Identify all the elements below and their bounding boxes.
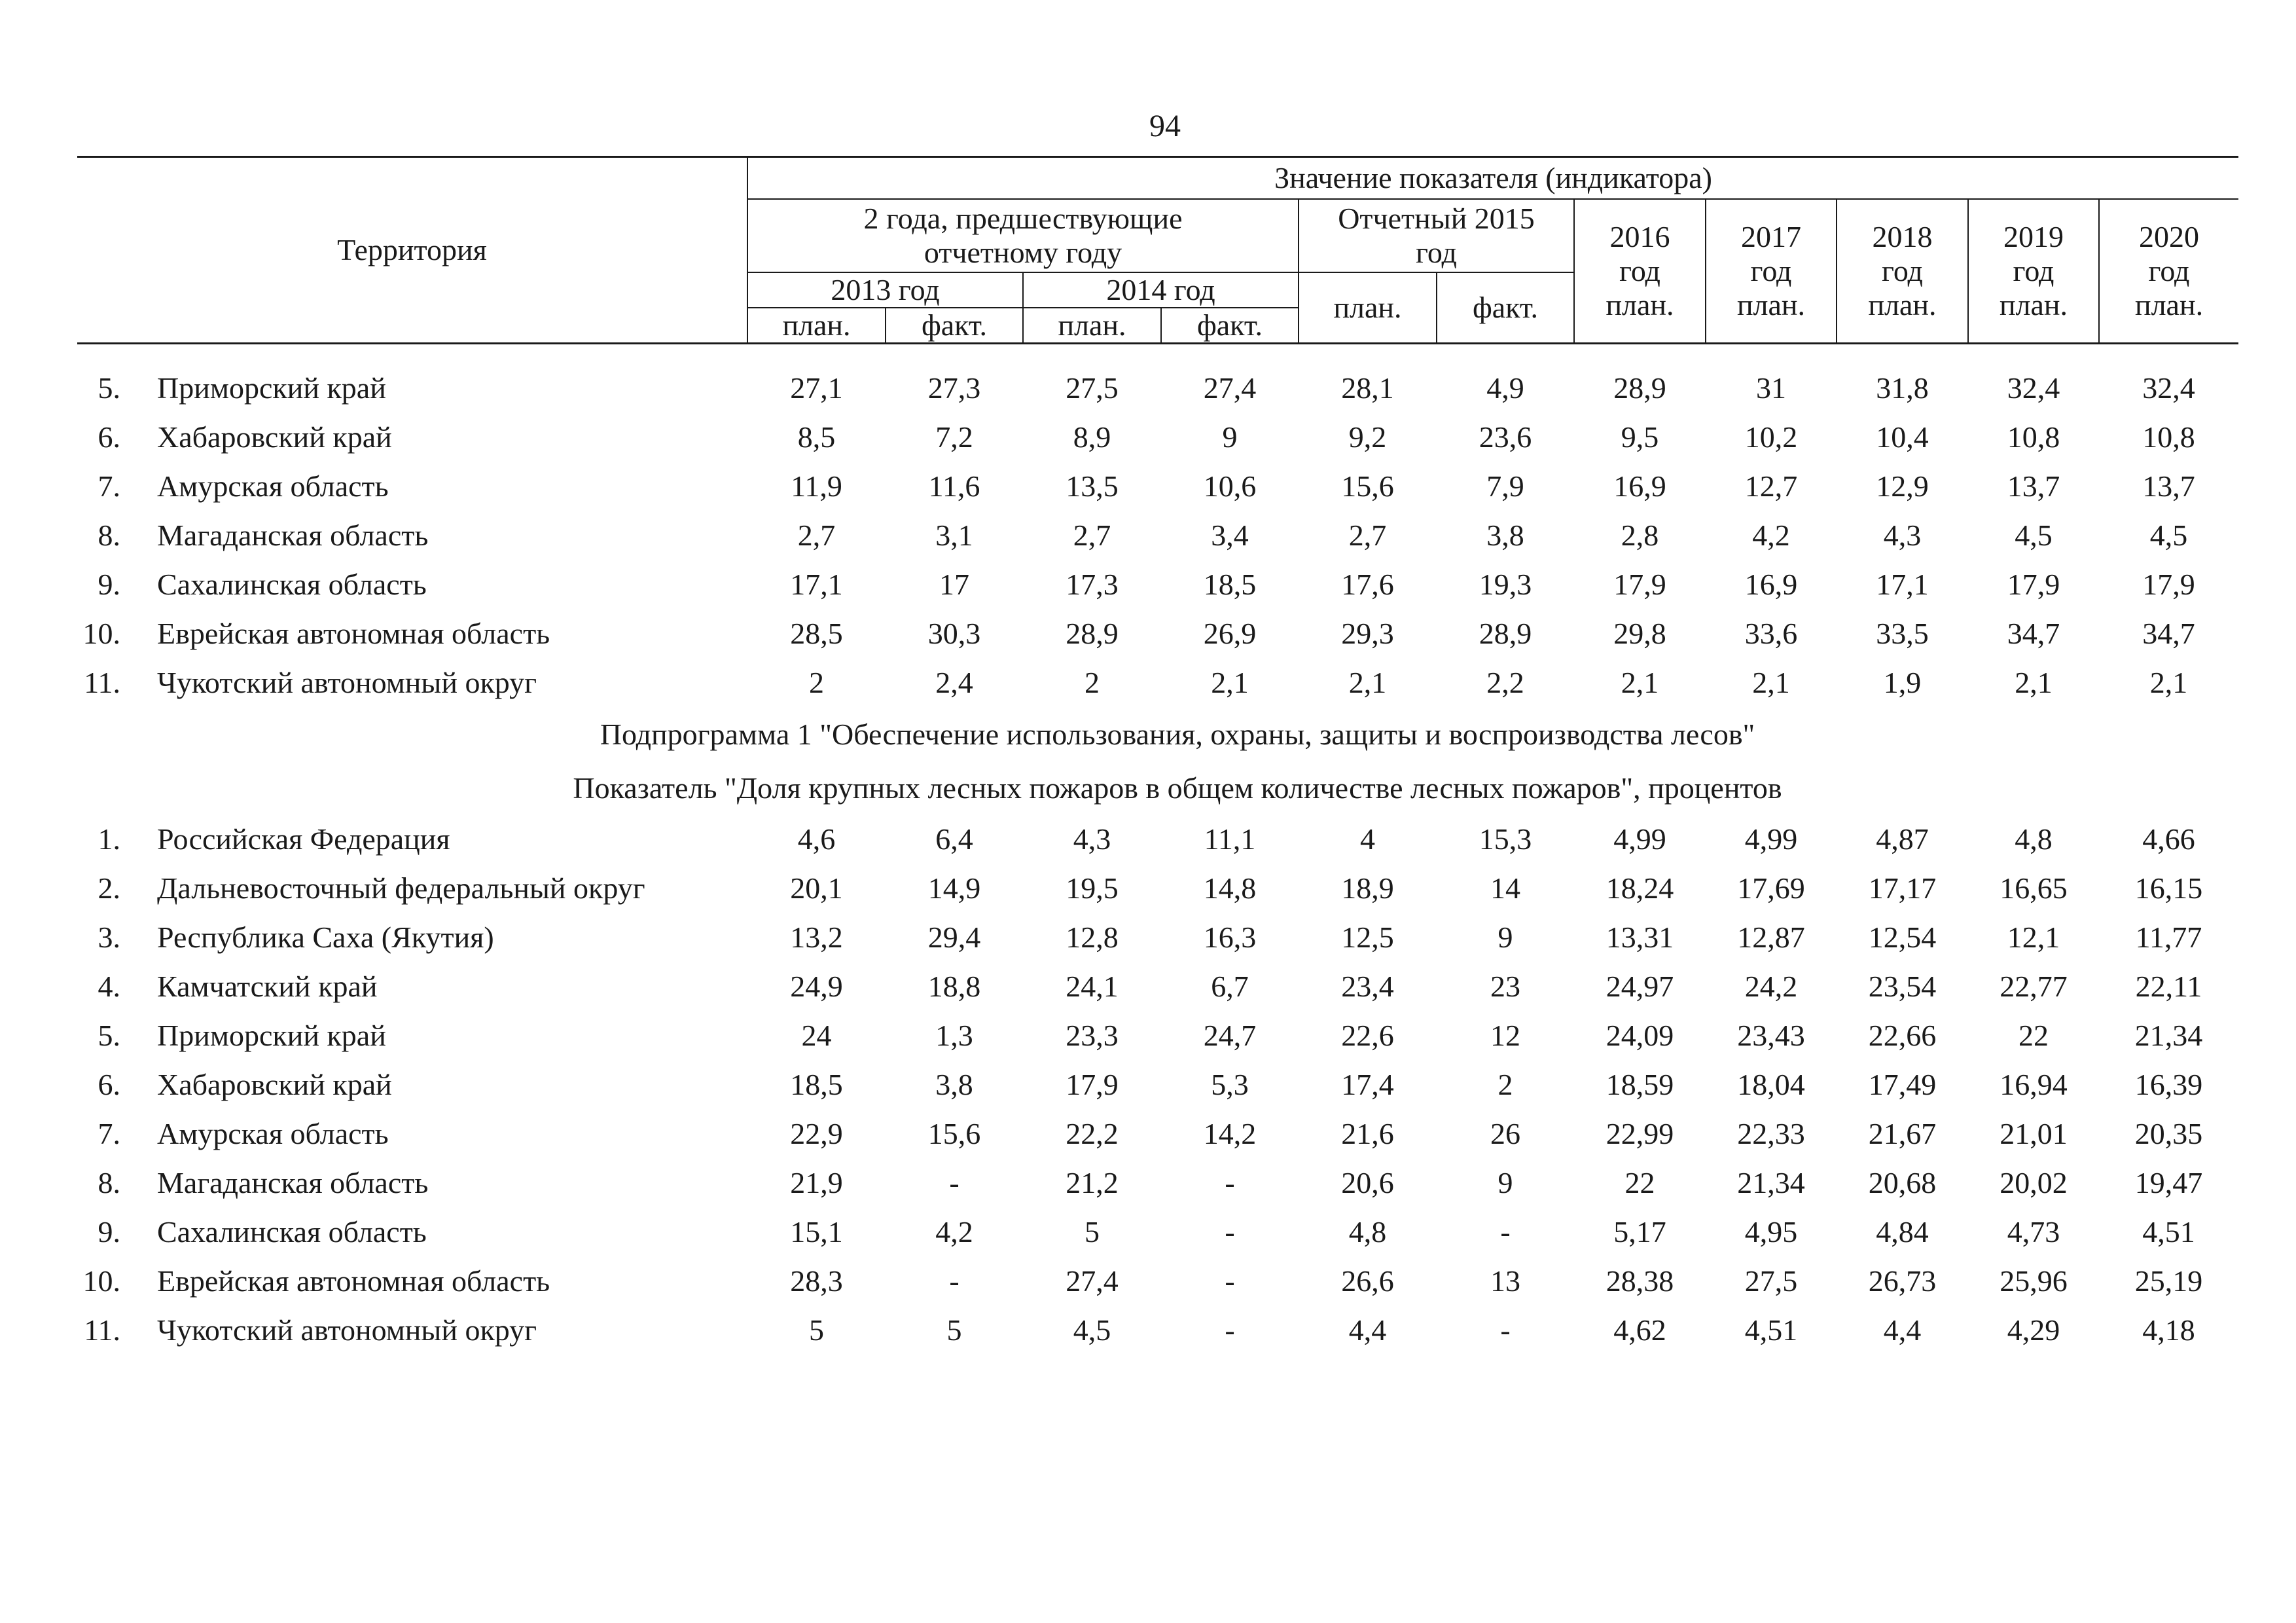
value-cell: 23,3	[1066, 1019, 1119, 1052]
value-cell: 24,7	[1203, 1019, 1257, 1052]
header-2014-fact: факт.	[1161, 308, 1299, 344]
value-cell: -	[1500, 1215, 1511, 1249]
value-cell: 16,94	[2000, 1068, 2068, 1101]
value-cell: 25,96	[2000, 1264, 2068, 1298]
value-cell: 4,6	[797, 822, 836, 856]
value-cell: 12,1	[2007, 921, 2060, 954]
value-cell: 12,8	[1066, 921, 1119, 954]
value-cell: -	[949, 1264, 960, 1298]
value-cell: 10,6	[1203, 469, 1257, 503]
value-cell: 17,17	[1868, 871, 1937, 905]
value-cell: 26	[1490, 1117, 1520, 1150]
value-cell: 18,8	[927, 970, 981, 1003]
value-cell: 11,1	[1204, 822, 1256, 856]
table-row	[77, 560, 2238, 610]
value-cell: 2,7	[1073, 519, 1111, 552]
value-cell: 14	[1490, 871, 1520, 905]
value-cell: 12,7	[1744, 469, 1798, 503]
value-cell: 9,2	[1348, 420, 1387, 454]
value-cell: 12,5	[1341, 921, 1394, 954]
value-cell: 27,4	[1203, 371, 1257, 405]
value-cell: 23,43	[1737, 1019, 1805, 1052]
value-cell: 22,9	[790, 1117, 843, 1150]
value-cell: 3,8	[935, 1068, 973, 1101]
row-number: 9.	[98, 1215, 120, 1249]
value-cell: 22,6	[1341, 1019, 1394, 1052]
header-report-line1: Отчетный 2015	[1338, 201, 1535, 235]
row-number: 9.	[98, 568, 120, 601]
value-cell: 22,77	[2000, 970, 2068, 1003]
value-cell: 4,2	[935, 1215, 973, 1249]
value-cell: 27,4	[1066, 1264, 1119, 1298]
value-cell: 22,33	[1737, 1117, 1805, 1150]
territory-name: Еврейская автономная область	[157, 617, 550, 650]
value-cell: 4,18	[2142, 1313, 2195, 1347]
value-cell: 22,2	[1066, 1117, 1119, 1150]
header-year-2018: 2018 год план.	[1837, 199, 1968, 344]
value-cell: 11,77	[2135, 921, 2202, 954]
value-cell: 28,5	[790, 617, 843, 650]
value-cell: 4,95	[1744, 1215, 1798, 1249]
page-number: 94	[1149, 109, 1181, 143]
value-cell: 8,9	[1073, 420, 1111, 454]
value-cell: 2,7	[797, 519, 836, 552]
value-cell: 24	[801, 1019, 832, 1052]
value-cell: 12	[1490, 1019, 1520, 1052]
value-cell: -	[949, 1166, 960, 1199]
value-cell: 18,5	[790, 1068, 843, 1101]
value-cell: 16,39	[2134, 1068, 2203, 1101]
territory-name: Республика Саха (Якутия)	[157, 921, 494, 954]
row-number: 7.	[98, 1117, 120, 1150]
row-number: 6.	[98, 1068, 120, 1101]
value-cell: 18,5	[1203, 568, 1257, 601]
value-cell: 4,99	[1613, 822, 1666, 856]
value-cell: 18,24	[1605, 871, 1674, 905]
table-row	[77, 659, 2238, 708]
value-cell: -	[1225, 1264, 1235, 1298]
value-cell: -	[1225, 1166, 1235, 1199]
header-two-years-prior	[747, 199, 1299, 272]
table-row	[77, 413, 2238, 462]
row-number: 3.	[98, 921, 120, 954]
value-cell: 4,4	[1883, 1313, 1922, 1347]
table-row	[77, 1306, 2238, 1355]
value-cell: 22,66	[1868, 1019, 1937, 1052]
value-cell: -	[1225, 1215, 1235, 1249]
value-cell: 17,6	[1341, 568, 1394, 601]
table-row	[77, 1061, 2238, 1110]
row-number: 5.	[98, 1019, 120, 1052]
table-header	[77, 157, 2238, 344]
table-row	[77, 962, 2238, 1012]
value-cell: 4,51	[2142, 1215, 2195, 1249]
header-year-2016: 2016 год план.	[1574, 199, 1706, 344]
territory-name: Приморский край	[157, 371, 386, 405]
value-cell: 22	[1624, 1166, 1655, 1199]
value-cell: 4,84	[1876, 1215, 1929, 1249]
indicator-table-container	[77, 156, 2238, 1355]
value-cell: 4,51	[1744, 1313, 1798, 1347]
value-cell: 17,9	[2007, 568, 2060, 601]
header-year-2013: 2013 год	[747, 272, 1023, 308]
row-number: 7.	[98, 469, 120, 503]
value-cell: 16,15	[2134, 871, 2203, 905]
territory-name: Приморский край	[157, 1019, 386, 1052]
value-cell: 5	[946, 1313, 962, 1347]
value-cell: 28,9	[1066, 617, 1119, 650]
value-cell: 2,2	[1486, 666, 1524, 699]
value-cell: 5,17	[1613, 1215, 1666, 1249]
value-cell: 9,5	[1621, 420, 1659, 454]
territory-name: Магаданская область	[157, 519, 429, 552]
value-cell: 16,65	[2000, 871, 2068, 905]
value-cell: 4,3	[1073, 822, 1111, 856]
value-cell: 4,62	[1613, 1313, 1666, 1347]
header-2015-fact: факт.	[1437, 272, 1574, 344]
value-cell: 5	[809, 1313, 824, 1347]
value-cell: 17,9	[2142, 568, 2195, 601]
value-cell: 32,4	[2007, 371, 2060, 405]
header-two-years-line1: 2 года, предшествующие	[863, 201, 1183, 235]
header-year-2017: 2017 год план.	[1706, 199, 1837, 344]
value-cell: 17,1	[1876, 568, 1929, 601]
row-number: 10.	[82, 1264, 120, 1298]
value-cell: 13,5	[1066, 469, 1119, 503]
value-cell: 9	[1222, 420, 1238, 454]
value-cell: 24,97	[1605, 970, 1674, 1003]
value-cell: 1,9	[1883, 666, 1922, 699]
value-cell: 34,7	[2007, 617, 2060, 650]
value-cell: 33,5	[1876, 617, 1929, 650]
value-cell: 6,4	[935, 822, 973, 856]
table-row	[77, 462, 2238, 511]
value-cell: -	[1500, 1313, 1511, 1347]
value-cell: 28,1	[1341, 371, 1394, 405]
value-cell: 3,4	[1211, 519, 1249, 552]
territory-name: Хабаровский край	[157, 1068, 392, 1101]
value-cell: 11,9	[791, 469, 842, 503]
value-cell: 31,8	[1876, 371, 1929, 405]
value-cell: 4,99	[1744, 822, 1798, 856]
value-cell: 4,73	[2007, 1215, 2060, 1249]
value-cell: 13,2	[790, 921, 843, 954]
value-cell: 21,9	[790, 1166, 843, 1199]
value-cell: 34,7	[2142, 617, 2195, 650]
value-cell: 4,4	[1348, 1313, 1387, 1347]
header-2014-plan: план.	[1023, 308, 1161, 344]
value-cell: 17	[939, 568, 969, 601]
value-cell: 20,1	[790, 871, 843, 905]
value-cell: 2,8	[1621, 519, 1659, 552]
value-cell: 2,1	[1752, 666, 1790, 699]
row-number: 8.	[98, 1166, 120, 1199]
value-cell: 10,8	[2142, 420, 2195, 454]
value-cell: 10,8	[2007, 420, 2060, 454]
subprogram-title: Подпрограмма 1 "Обеспечение использования, охраны, защиты и воспроизводства лесов"	[600, 717, 1755, 751]
value-cell: 4,5	[1073, 1313, 1111, 1347]
value-cell: 18,9	[1341, 871, 1394, 905]
value-cell: 21,01	[2000, 1117, 2068, 1150]
row-number: 11.	[84, 666, 120, 699]
table-row	[77, 815, 2238, 864]
territory-name: Хабаровский край	[157, 420, 392, 454]
value-cell: 31	[1756, 371, 1786, 405]
value-cell: 23	[1490, 970, 1520, 1003]
value-cell: 4,66	[2142, 822, 2195, 856]
header-2013-plan: план.	[747, 308, 886, 344]
table-row	[77, 511, 2238, 560]
value-cell: 24,1	[1066, 970, 1119, 1003]
value-cell: 4,2	[1752, 519, 1790, 552]
row-number: 1.	[98, 822, 120, 856]
header-year-2014: 2014 год	[1023, 272, 1299, 308]
value-cell: 25,19	[2134, 1264, 2203, 1298]
value-cell: 9	[1498, 921, 1513, 954]
value-cell: 17,9	[1066, 1068, 1119, 1101]
table-row	[77, 1257, 2238, 1306]
value-cell: 29,8	[1613, 617, 1666, 650]
value-cell: 28,3	[790, 1264, 843, 1298]
value-cell: 10,2	[1744, 420, 1798, 454]
value-cell: 33,6	[1744, 617, 1798, 650]
value-cell: 24,09	[1605, 1019, 1674, 1052]
value-cell: 12,54	[1868, 921, 1937, 954]
value-cell: 3,1	[935, 519, 973, 552]
value-cell: 8,5	[797, 420, 836, 454]
territory-name: Чукотский автономный округ	[157, 666, 537, 699]
value-cell: 23,6	[1479, 420, 1532, 454]
value-cell: 12,9	[1876, 469, 1929, 503]
value-cell: 21,67	[1868, 1117, 1937, 1150]
value-cell: 17,69	[1737, 871, 1805, 905]
value-cell: 17,49	[1868, 1068, 1937, 1101]
territory-name: Магаданская область	[157, 1166, 429, 1199]
value-cell: 27,5	[1066, 371, 1119, 405]
header-indicator-value: Значение показателя (индикатора)	[747, 157, 2238, 199]
value-cell: 4,87	[1876, 822, 1929, 856]
value-cell: 2,1	[2015, 666, 2053, 699]
value-cell: 15,1	[790, 1215, 843, 1249]
territory-name: Амурская область	[157, 1117, 389, 1150]
value-cell: 17,9	[1613, 568, 1666, 601]
table-row	[77, 1208, 2238, 1257]
section-headings	[77, 708, 2238, 815]
row-number: 6.	[98, 420, 120, 454]
table-row	[77, 364, 2238, 413]
value-cell: 21,6	[1341, 1117, 1394, 1150]
value-cell: 12,87	[1737, 921, 1805, 954]
header-year-2020: 2020 год план.	[2099, 199, 2238, 344]
value-cell: 19,3	[1479, 568, 1532, 601]
territory-name: Еврейская автономная область	[157, 1264, 550, 1298]
value-cell: 1,3	[935, 1019, 973, 1052]
value-cell: 16,3	[1203, 921, 1257, 954]
value-cell: 22,99	[1605, 1117, 1674, 1150]
value-cell: 2,1	[2149, 666, 2188, 699]
value-cell: 20,35	[2134, 1117, 2203, 1150]
value-cell: 14,9	[927, 871, 981, 905]
value-cell: 2,7	[1348, 519, 1387, 552]
value-cell: 16,9	[1613, 469, 1666, 503]
value-cell: 2,1	[1621, 666, 1659, 699]
value-cell: 14,2	[1203, 1117, 1257, 1150]
value-cell: 21,2	[1066, 1166, 1119, 1199]
value-cell: 7,9	[1486, 469, 1524, 503]
value-cell: 13,31	[1605, 921, 1674, 954]
value-cell: 19,47	[2134, 1166, 2203, 1199]
value-cell: 4	[1360, 822, 1375, 856]
value-cell: 4,8	[2015, 822, 2053, 856]
value-cell: 2	[809, 666, 824, 699]
value-cell: 13	[1490, 1264, 1520, 1298]
value-cell: 7,2	[935, 420, 973, 454]
value-cell: 26,9	[1203, 617, 1257, 650]
table-row	[77, 1110, 2238, 1159]
row-number: 10.	[82, 617, 120, 650]
value-cell: 2,1	[1211, 666, 1249, 699]
value-cell: 19,5	[1066, 871, 1119, 905]
value-cell: 20,6	[1341, 1166, 1394, 1199]
header-year-2019: 2019 год план.	[1968, 199, 2099, 344]
value-cell: 26,73	[1868, 1264, 1937, 1298]
row-number: 4.	[98, 970, 120, 1003]
value-cell: 21,34	[2134, 1019, 2203, 1052]
value-cell: 5,3	[1211, 1068, 1249, 1101]
value-cell: 2	[1498, 1068, 1513, 1101]
value-cell: -	[1225, 1313, 1235, 1347]
value-cell: 22	[2018, 1019, 2049, 1052]
table-row	[77, 913, 2238, 962]
value-cell: 23,4	[1341, 970, 1394, 1003]
value-cell: 4,9	[1486, 371, 1524, 405]
table-row	[77, 610, 2238, 659]
value-cell: 4,3	[1883, 519, 1922, 552]
value-cell: 4,29	[2007, 1313, 2060, 1347]
value-cell: 21,34	[1737, 1166, 1805, 1199]
value-cell: 28,38	[1605, 1264, 1674, 1298]
value-cell: 20,02	[2000, 1166, 2068, 1199]
territory-name: Российская Федерация	[157, 822, 450, 856]
table-body-part2	[77, 815, 2238, 1355]
row-number: 2.	[98, 871, 120, 905]
value-cell: 20,68	[1868, 1166, 1937, 1199]
value-cell: 6,7	[1211, 970, 1249, 1003]
value-cell: 28,9	[1613, 371, 1666, 405]
value-cell: 26,6	[1341, 1264, 1394, 1298]
value-cell: 17,4	[1341, 1068, 1394, 1101]
territory-name: Чукотский автономный округ	[157, 1313, 537, 1347]
table-row	[77, 1012, 2238, 1061]
value-cell: 28,9	[1479, 617, 1532, 650]
territory-name: Сахалинская область	[157, 568, 427, 601]
value-cell: 10,4	[1876, 420, 1929, 454]
value-cell: 27,5	[1744, 1264, 1798, 1298]
indicator-table	[77, 156, 2238, 1355]
territory-name: Камчатский край	[157, 970, 378, 1003]
value-cell: 2	[1085, 666, 1100, 699]
value-cell: 32,4	[2142, 371, 2195, 405]
header-2015-plan: план.	[1299, 272, 1437, 344]
header-2013-fact: факт.	[886, 308, 1023, 344]
header-report-2015	[1299, 199, 1574, 272]
header-report-line2: год	[1416, 235, 1457, 269]
value-cell: 4,8	[1348, 1215, 1387, 1249]
value-cell: 15,6	[1341, 469, 1394, 503]
value-cell: 13,7	[2007, 469, 2060, 503]
value-cell: 2,1	[1348, 666, 1387, 699]
value-cell: 4,5	[2149, 519, 2188, 552]
territory-name: Дальневосточный федеральный округ	[157, 871, 645, 905]
value-cell: 17,3	[1066, 568, 1119, 601]
table-body-part1	[77, 343, 2238, 708]
value-cell: 29,4	[927, 921, 981, 954]
row-number: 11.	[84, 1313, 120, 1347]
value-cell: 17,1	[790, 568, 843, 601]
value-cell: 27,3	[927, 371, 981, 405]
value-cell: 15,6	[927, 1117, 981, 1150]
value-cell: 14,8	[1203, 871, 1257, 905]
value-cell: 9	[1498, 1166, 1513, 1199]
value-cell: 5	[1085, 1215, 1100, 1249]
value-cell: 24,2	[1744, 970, 1798, 1003]
value-cell: 27,1	[790, 371, 843, 405]
value-cell: 16,9	[1744, 568, 1798, 601]
value-cell: 29,3	[1341, 617, 1394, 650]
value-cell: 3,8	[1486, 519, 1524, 552]
value-cell: 18,59	[1605, 1068, 1674, 1101]
territory-name: Амурская область	[157, 469, 389, 503]
header-two-years-line2: отчетному году	[924, 235, 1122, 269]
value-cell: 18,04	[1737, 1068, 1805, 1101]
value-cell: 11,6	[928, 469, 980, 503]
value-cell: 24,9	[790, 970, 843, 1003]
table-row	[77, 864, 2238, 913]
indicator-title: Показатель "Доля крупных лесных пожаров в общем количестве лесных пожаров", процентов	[573, 771, 1782, 805]
table-row	[77, 1159, 2238, 1208]
value-cell: 23,54	[1868, 970, 1937, 1003]
value-cell: 2,4	[935, 666, 973, 699]
row-number: 8.	[98, 519, 120, 552]
value-cell: 22,11	[2135, 970, 2202, 1003]
value-cell: 30,3	[927, 617, 981, 650]
value-cell: 4,5	[2015, 519, 2053, 552]
territory-name: Сахалинская область	[157, 1215, 427, 1249]
header-territory: Территория	[337, 232, 487, 266]
value-cell: 15,3	[1479, 822, 1532, 856]
value-cell: 13,7	[2142, 469, 2195, 503]
row-number: 5.	[98, 371, 120, 405]
